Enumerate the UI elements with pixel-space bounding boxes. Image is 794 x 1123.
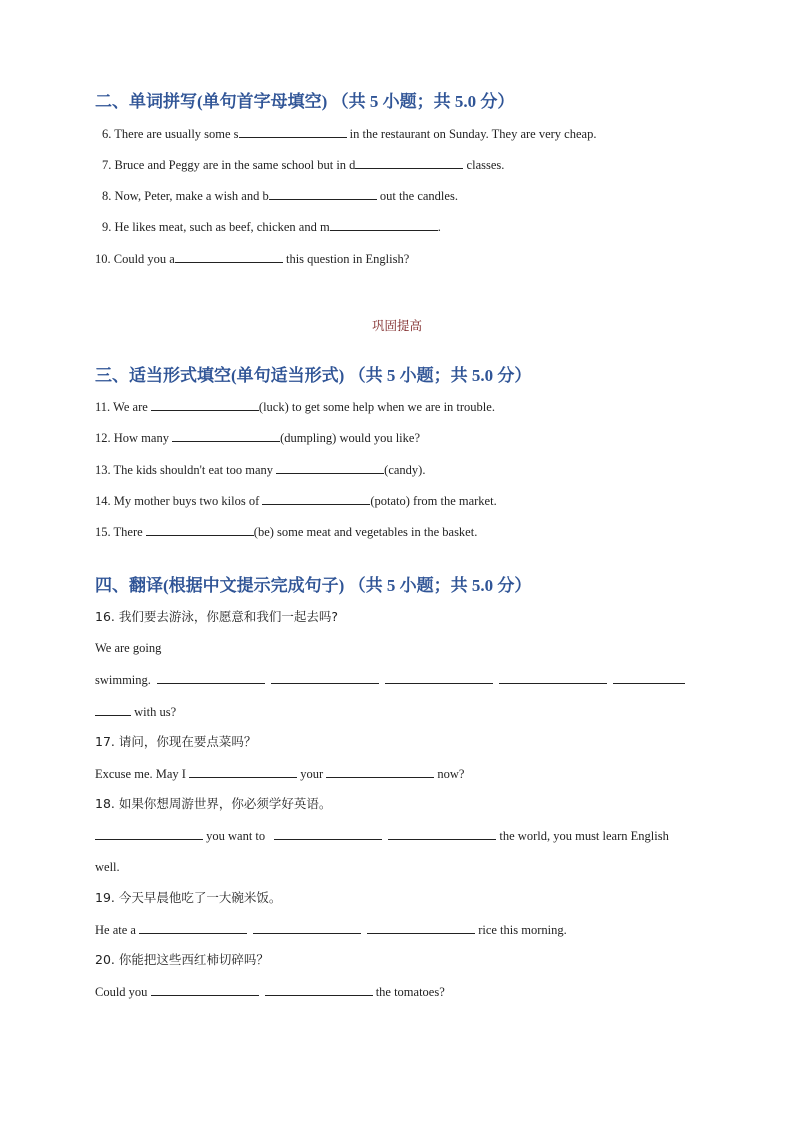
q16-blank-4[interactable] — [499, 671, 607, 684]
q7-text-post: classes. — [463, 158, 505, 172]
q20-chinese: 20. 你能把这些西红柿切碎吗？ — [95, 952, 269, 967]
q11-text-pre: 11. We are — [95, 400, 151, 414]
q17-text-pre: Excuse me. May I — [95, 767, 190, 781]
q9-blank[interactable] — [330, 218, 438, 231]
q9-text-post: . — [437, 220, 441, 234]
question-8 — [102, 187, 458, 204]
question-6 — [102, 125, 596, 142]
q17-blank-1[interactable] — [189, 765, 297, 778]
question-9 — [102, 218, 441, 235]
q8-text-post: out the candles. — [376, 189, 458, 203]
section-heading-3: 三、适当形式填空(单句适当形式) （共 5 小题；共 5.0 分） — [95, 366, 532, 385]
q17-line — [95, 765, 464, 782]
q7-text-pre: 7. Bruce and Peggy are in the same school but in d — [102, 158, 356, 172]
q20-blank-2[interactable] — [265, 983, 373, 996]
q16-blank-2[interactable] — [271, 671, 379, 684]
q20-text-pre: Could you — [95, 985, 151, 999]
q16-text-end: with us? — [131, 705, 177, 719]
q19-blank-3[interactable] — [367, 921, 475, 934]
q16-line-2 — [95, 671, 685, 688]
q18-chinese: 18. 如果你想周游世界，你必须学好英语。 — [95, 796, 332, 811]
q17-blank-2[interactable] — [326, 765, 434, 778]
q15-blank[interactable] — [146, 523, 254, 536]
q19-blank-2[interactable] — [253, 921, 361, 934]
q15-text-pre: 15. There — [95, 525, 146, 539]
q16-chinese: 16. 我们要去游泳，你愿意和我们一起去吗? — [95, 609, 338, 624]
q16-line-1: We are going — [95, 641, 162, 655]
q9-text-pre: 9. He likes meat, such as beef, chicken and m — [102, 220, 330, 234]
q6-blank[interactable] — [239, 125, 347, 138]
q17-text-post: now? — [434, 767, 465, 781]
q12-blank[interactable] — [172, 429, 280, 442]
section-heading-2: 二、单词拼写(单句首字母填空) （共 5 小题；共 5.0 分） — [95, 92, 515, 111]
q18-text-mid: you want to — [203, 829, 269, 843]
q20-blank-1[interactable] — [151, 983, 259, 996]
question-7 — [102, 156, 504, 173]
q19-text-post: rice this morning. — [475, 923, 567, 937]
q17-text-mid: your — [297, 767, 327, 781]
q13-text-pre: 13. The kids shouldn't eat too many — [95, 463, 277, 477]
q13-text-post: (candy). — [384, 463, 426, 477]
q8-blank[interactable] — [269, 187, 377, 200]
q19-chinese: 19. 今天早晨他吃了一大碗米饭。 — [95, 890, 282, 905]
q10-text-post: this question in English? — [282, 252, 410, 266]
q6-text-post: in the restaurant on Sunday. They are very cheap. — [346, 127, 597, 141]
question-12 — [95, 429, 420, 446]
q12-text-pre: 12. How many — [95, 431, 173, 445]
q18-blank-1[interactable] — [95, 827, 203, 840]
question-13 — [95, 461, 425, 478]
q10-blank[interactable] — [175, 250, 283, 263]
question-14 — [95, 492, 497, 509]
q18-blank-3[interactable] — [388, 827, 496, 840]
q11-text-post: (luck) to get some help when we are in trouble. — [258, 400, 495, 414]
q16-blank-5[interactable] — [613, 671, 685, 684]
q11-blank[interactable] — [151, 398, 259, 411]
q19-line — [95, 921, 567, 938]
q18-line-2: well. — [95, 860, 120, 874]
q14-text-post: (potato) from the market. — [370, 494, 497, 508]
q12-text-post: (dumpling) would you like? — [280, 431, 420, 445]
q14-text-pre: 14. My mother buys two kilos of — [95, 494, 263, 508]
q19-blank-1[interactable] — [139, 921, 247, 934]
question-10 — [95, 250, 409, 267]
q18-line-1 — [95, 827, 669, 844]
q20-text-post: the tomatoes? — [372, 985, 445, 999]
q16-blank-5-cont[interactable] — [95, 703, 131, 716]
q18-text-post: the world, you must learn English — [496, 829, 669, 843]
q16-blank-1[interactable] — [157, 671, 265, 684]
q14-blank[interactable] — [262, 492, 370, 505]
q10-text-pre: 10. Could you a — [95, 252, 175, 266]
question-15 — [95, 523, 477, 540]
q6-text-pre: 6. There are usually some s — [102, 127, 239, 141]
q19-text-pre: He ate a — [95, 923, 140, 937]
q20-line — [95, 983, 445, 1000]
q16-line-3 — [95, 703, 176, 720]
q16-text-start: swimming. — [95, 673, 151, 687]
q7-blank[interactable] — [355, 156, 463, 169]
q17-chinese: 17. 请问，你现在要点菜吗？ — [95, 734, 257, 749]
q16-blank-3[interactable] — [385, 671, 493, 684]
q13-blank[interactable] — [276, 461, 384, 474]
section-heading-4: 四、翻译(根据中文提示完成句子) （共 5 小题；共 5.0 分） — [95, 576, 532, 595]
q8-text-pre: 8. Now, Peter, make a wish and b — [102, 189, 269, 203]
question-11 — [95, 398, 495, 415]
q18-blank-2[interactable] — [274, 827, 382, 840]
center-label: 巩固提高 — [371, 318, 422, 333]
q15-text-post: (be) some meat and vegetables in the basket. — [253, 525, 478, 539]
